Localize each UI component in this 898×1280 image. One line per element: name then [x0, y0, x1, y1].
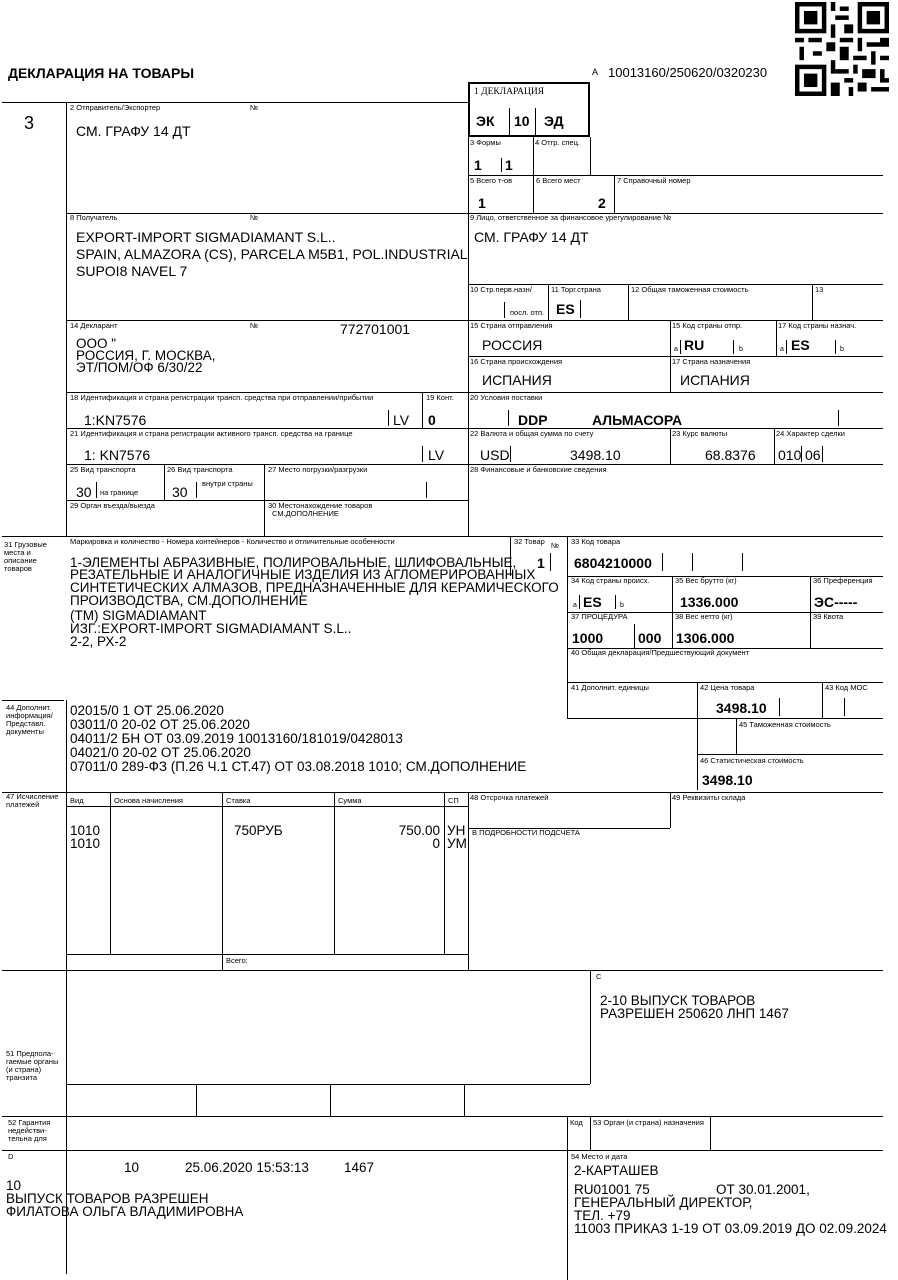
goods-description-line: 2-2, РХ-2	[70, 634, 127, 649]
box26-label: 26 Вид транспорта	[167, 465, 233, 474]
rule	[697, 754, 883, 755]
box52-label-3: тельна для	[8, 1134, 47, 1143]
goods-description-line: ПРОИЗВОДСТВА, СМ.ДОПОЛНЕНИЕ	[70, 593, 308, 608]
rule	[444, 792, 445, 954]
box13-label: 13	[815, 285, 824, 294]
box23-label: 23 Курс валюты	[672, 429, 728, 438]
rule	[66, 102, 67, 536]
box3-label: 3 Формы	[470, 138, 501, 147]
rule	[733, 340, 734, 354]
release-date: 25.06.2020 15:53:13	[185, 1160, 309, 1175]
box32-no: №	[551, 541, 560, 550]
dispatch-country-code: RU	[684, 337, 705, 353]
col-sum: Сумма	[338, 796, 362, 805]
box5-label: 5 Всего т-ов	[470, 176, 513, 185]
declaration-type-2: 10	[514, 113, 530, 129]
declaration-type-3: ЭД	[544, 113, 564, 129]
payment-sp: УН	[447, 823, 466, 838]
signatory-line-3: ГЕНЕРАЛЬНЫЙ ДИРЕКТОР,	[574, 1195, 753, 1210]
rule	[164, 464, 165, 500]
rule	[710, 1116, 711, 1150]
box47-label-1: 47 Исчисление	[6, 792, 59, 801]
origin-country: ИСПАНИЯ	[482, 372, 552, 388]
goods-location: СМ.ДОПОЛНЕНИЕ	[272, 509, 339, 518]
box15a-label: 15 Код страны отпр.	[672, 321, 743, 330]
box28-label: 28 Финансовые и банковские сведения	[470, 465, 607, 474]
rule	[736, 718, 737, 754]
box40-label: 40 Общая декларация/Предшествующий документ	[571, 648, 750, 657]
box8-label: 8 Получатель	[70, 213, 118, 222]
border-transport-country: LV	[428, 447, 445, 463]
box43-label: 43 Код МОС	[825, 683, 868, 692]
rule	[567, 718, 883, 719]
transport-id: 1:KN7576	[84, 412, 147, 428]
rule	[222, 792, 223, 970]
origin-country-code: ES	[583, 594, 602, 610]
inland-transport-mode: 30	[172, 484, 188, 500]
box51-label-4: транзита	[6, 1073, 38, 1082]
rule	[504, 302, 505, 318]
box10-sub: посл. отп.	[510, 308, 545, 317]
rule	[692, 553, 693, 571]
box34-label: 34 Код страны происх.	[571, 576, 650, 585]
payment-sum: 0	[432, 836, 440, 851]
box51-label-2: гаемые органы	[6, 1057, 59, 1066]
document-line: 04011/2 БН ОТ 03.09.2019 10013160/181019/0428013	[70, 731, 403, 746]
delivery-place: АЛЬМАСОРА	[592, 412, 683, 428]
declarant-line1: ООО "	[76, 336, 117, 351]
document-line: 07011/0 289-ФЗ (П.26 Ч.1 СТ.47) ОТ 03.08.2018 1010; СМ.ДОПОЛНЕНИЕ	[70, 759, 527, 774]
signatory-line-2: RU01001 75	[574, 1182, 650, 1197]
rule	[508, 410, 509, 426]
box44-label-2: информация/	[6, 711, 53, 720]
financial-person: СМ. ГРАФУ 14 ДТ	[474, 229, 589, 245]
rule	[388, 410, 389, 426]
border-transport-mode: 30	[76, 484, 92, 500]
rule	[670, 428, 671, 464]
rule	[196, 482, 197, 498]
rule	[590, 137, 591, 175]
declarant-inn: 772701001	[340, 321, 411, 337]
box52-label-1: 52 Гарантия	[8, 1118, 51, 1127]
signatory-line-5: 11003 ПРИКАЗ 1-19 ОТ 03.09.2019 ДО 02.09.2024	[574, 1221, 887, 1236]
rule	[334, 792, 335, 954]
rule	[786, 340, 787, 354]
rule	[464, 1084, 465, 1116]
rule	[835, 340, 836, 354]
sub-a: a	[780, 346, 784, 353]
box53-label: 53 Орган (и страна) назначения	[593, 1118, 704, 1127]
rule	[426, 482, 427, 498]
box11-label: 11 Торг.страна	[551, 285, 601, 294]
declarant-line2: РОССИЯ, Г. МОСКВА,	[76, 348, 216, 363]
payment-type: 1010	[70, 836, 101, 851]
rule	[2, 792, 883, 793]
rule	[510, 446, 511, 462]
box7-label: 7 Справочный номер	[617, 176, 691, 185]
sub-a: a	[573, 602, 577, 609]
deal-nature-2: 06	[805, 447, 821, 463]
document-line: 03011/0 20-02 ОТ 25.06.2020	[70, 717, 250, 732]
boxc-label: C	[596, 972, 602, 981]
box10-label: 10 Стр.перв.назн/	[470, 285, 532, 294]
box18-label: 18 Идентификация и страна регистрации трансп. средства при отправлении/прибытии	[70, 393, 374, 402]
box31-label-1: 31 Грузовые	[4, 540, 47, 549]
col-type: Вид	[70, 796, 84, 805]
item-number: 1	[537, 555, 545, 571]
consignee-line1: EXPORT-IMPORT SIGMADIAMANT S.L..	[76, 229, 336, 245]
rule	[580, 300, 581, 318]
rule	[550, 553, 551, 571]
box26-sub: внутри страны	[202, 479, 253, 488]
box53-kod: Код	[570, 1118, 583, 1127]
rule	[567, 536, 568, 718]
goods-description-line: СИНТЕТИЧЕСКИХ АЛМАЗОВ, ПРЕДНАЗНАЧЕННЫЕ ДЛЯ КЕРАМИЧЕСКОГО	[70, 580, 559, 595]
box14-label: 14 Декларант	[70, 321, 118, 330]
rule	[579, 595, 580, 609]
total-packages: 2	[598, 195, 606, 211]
box38-label: 38 Вес нетто (кг)	[675, 612, 733, 621]
payments-total-label: Всего:	[226, 956, 248, 965]
invoice-currency: USD	[480, 447, 510, 463]
payment-sum: 750.00	[398, 823, 440, 838]
copy-number: 3	[24, 113, 35, 133]
rule	[66, 1084, 590, 1085]
control-number: 10	[124, 1160, 140, 1175]
rule	[468, 792, 469, 970]
declarant-line3: ЭТ/ПОМ/ОФ 6/30/22	[76, 360, 203, 375]
rule	[822, 682, 823, 718]
rule	[628, 284, 629, 320]
box47-label-2: платежей	[6, 800, 40, 809]
boxd-label: D	[8, 1152, 14, 1161]
rule	[634, 624, 635, 648]
rule	[66, 700, 67, 1274]
box30-label: 30 Местонахождение товаров	[268, 501, 373, 510]
commodity-code: 6804210000	[574, 555, 652, 571]
rule	[66, 954, 468, 955]
box42-label: 42 Цена товара	[700, 683, 755, 692]
transport-country: LV	[393, 412, 410, 428]
box44-label-3: Представл.	[6, 719, 46, 728]
box15-label: 15 Страна отправления	[470, 321, 553, 330]
box51-label-3: (и страна)	[6, 1065, 42, 1074]
sub-b: b	[840, 346, 844, 353]
rule	[110, 792, 111, 954]
box27-label: 27 Место погрузки/разгрузки	[268, 465, 368, 474]
rule	[822, 446, 823, 462]
rule	[535, 108, 536, 136]
rule	[742, 553, 743, 571]
box16-label: 16 Страна происхождения	[470, 357, 563, 366]
rule	[774, 428, 775, 464]
box4-label: 4 Отгр. спец.	[535, 138, 580, 147]
box51-label-1: 51 Предпола-	[6, 1049, 54, 1058]
rule	[2, 1116, 883, 1117]
col-base: Основа начисления	[114, 796, 183, 805]
delivery-term: DDP	[518, 412, 548, 428]
rule	[590, 970, 591, 1084]
forms-value-2: 1	[505, 157, 513, 173]
net-weight: 1306.000	[676, 630, 735, 646]
box32-label: 32 Товар	[514, 537, 545, 546]
document-line: 02015/0 1 ОТ 25.06.2020	[70, 703, 224, 718]
rule	[196, 1084, 197, 1116]
rule	[697, 718, 698, 790]
reg-letter: A	[592, 67, 599, 77]
rule	[844, 698, 845, 716]
box12-label: 12 Общая таможенная стоимость	[631, 285, 749, 294]
payment-type: 1010	[70, 823, 101, 838]
procedure-code-2: 000	[638, 630, 662, 646]
box44-label-1: 44 Дополнит.	[6, 703, 52, 712]
box46-label: 46 Статистическая стоимость	[700, 756, 804, 765]
goods-description-line: РЕЗАТЕЛЬНЫЕ И АНАЛОГИЧНЫЕ ИЗДЕЛИЯ ИЗ АГЛОМЕРИРОВАННЫХ	[70, 567, 536, 582]
destination-country-code: ES	[791, 337, 810, 353]
declaration-type-1: ЭК	[476, 113, 495, 129]
payment-details-note: В ПОДРОБНОСТИ ПОДСЧЕТА	[472, 828, 580, 837]
dispatch-country: РОССИЯ	[482, 337, 543, 353]
rule	[801, 446, 802, 462]
box37-label: 37 ПРОЦЕДУРА	[571, 612, 628, 621]
box49-label: 49 Реквизиты склада	[672, 793, 746, 802]
statistical-value: 3498.10	[702, 772, 753, 788]
sub-b: b	[620, 602, 624, 609]
rule	[567, 1116, 568, 1280]
rule	[548, 284, 549, 320]
rule	[670, 792, 671, 828]
rule	[697, 682, 698, 718]
col-rate: Ставка	[226, 796, 251, 805]
box25-label: 25 Вид транспорта	[70, 465, 136, 474]
box31-label-4: товаров	[4, 564, 32, 573]
box52-label-2: недействи-	[8, 1126, 47, 1135]
box2-label: 2 Отправитель/Экспортер	[70, 103, 161, 112]
box41-label: 41 Дополнит. единицы	[571, 683, 649, 692]
col-sp: СП	[448, 796, 459, 805]
release-line-2: РАЗРЕШЕН 250620 ЛНП 1467	[600, 1006, 789, 1021]
box2-no: №	[250, 103, 259, 112]
rule	[2, 970, 883, 971]
procedure-code: 1000	[572, 630, 604, 646]
sub-b: b	[739, 346, 743, 353]
item-price: 3498.10	[716, 700, 767, 716]
rule	[812, 284, 813, 320]
box39-label: 39 Квота	[813, 612, 844, 621]
payment-rate: 750РУБ	[234, 823, 283, 838]
box17-label: 17 Страна назначения	[672, 357, 751, 366]
box25-sub: на границе	[100, 488, 139, 497]
preference: ЭС-----	[814, 594, 858, 610]
rule	[66, 806, 468, 807]
invoice-amount: 3498.10	[570, 447, 621, 463]
rule	[590, 1116, 591, 1150]
goods-description-line: (ТМ) SIGMADIAMANT	[70, 608, 207, 623]
control-line-2: ВЫПУСК ТОВАРОВ РАЗРЕШЕН	[6, 1191, 209, 1206]
deal-nature-1: 010	[778, 447, 802, 463]
box8-no: №	[250, 213, 259, 222]
box20-label: 20 Условия поставки	[470, 393, 543, 402]
destination-country: ИСПАНИЯ	[680, 372, 750, 388]
signatory-line-1: 2-КАРТАШЕВ	[574, 1163, 659, 1178]
total-items: 1	[478, 195, 486, 211]
box19-label: 19 Конт.	[426, 393, 454, 402]
control-line-1: 10	[6, 1178, 22, 1193]
box14-no: №	[250, 321, 259, 330]
box35-label: 35 Вес брутто (кг)	[675, 576, 737, 585]
trading-country: ES	[556, 301, 575, 317]
rule	[422, 446, 423, 462]
box48-label: 48 Отсрочка платежей	[470, 793, 549, 802]
signatory-line-4: ТЕЛ. +79	[574, 1208, 631, 1223]
box33-label: 33 Код товара	[571, 537, 621, 546]
box24-label: 24 Характер сделки	[776, 429, 845, 438]
rule	[2, 700, 64, 701]
box9-label: 9 Лицо, ответственное за финансовое урегулирование №	[470, 213, 672, 222]
page-title: ДЕКЛАРАЦИЯ НА ТОВАРЫ	[8, 65, 195, 81]
sub-a: a	[674, 346, 678, 353]
rule	[838, 410, 839, 426]
signatory-line-2b: ОТ 30.01.2001,	[716, 1182, 810, 1197]
rule	[662, 553, 663, 571]
exporter: СМ. ГРАФУ 14 ДТ	[76, 123, 191, 139]
rule	[96, 482, 97, 498]
box6-label: 6 Всего мест	[536, 176, 581, 185]
consignee-line3: SUPOI8 NAVEL 7	[76, 263, 188, 279]
rule	[509, 108, 510, 136]
document-line: 04021/0 20-02 ОТ 25.06.2020	[70, 745, 251, 760]
box17a-label: 17 Код страны назнач.	[778, 321, 857, 330]
rule	[614, 175, 615, 213]
rule	[422, 392, 423, 428]
rule	[776, 320, 777, 356]
exchange-rate: 68.8376	[705, 447, 756, 463]
rule	[468, 82, 469, 536]
forms-value-1: 1	[474, 157, 482, 173]
officer-code: 1467	[344, 1160, 375, 1175]
border-transport-id: 1: KN7576	[84, 447, 151, 463]
qr-code	[795, 2, 889, 96]
rule	[2, 1150, 883, 1151]
box44-label-4: документы	[6, 727, 44, 736]
box54-label: 54 Место и дата	[571, 1152, 628, 1161]
rule	[680, 340, 681, 354]
release-line-1: 2-10 ВЫПУСК ТОВАРОВ	[600, 993, 756, 1008]
consignee-line2: SPAIN, ALMAZORA (CS), PARCELA M5B1, POL.INDUSTRIAL	[76, 246, 468, 262]
container-flag: 0	[428, 412, 436, 428]
rule	[330, 1084, 331, 1116]
rule	[615, 595, 616, 609]
box21-label: 21 Идентификация и страна регистрации активного трансп. средства на границе	[70, 429, 353, 438]
rule	[501, 158, 502, 172]
control-line-3: ФИЛАТОВА ОЛЬГА ВЛАДИМИРОВНА	[6, 1204, 244, 1219]
goods-description-line: ИЗГ.:EXPORT-IMPORT SIGMADIAMANT S.L..	[70, 621, 352, 636]
box31-label-2: места и	[4, 548, 31, 557]
box29-label: 29 Орган въезда/выезда	[70, 501, 155, 510]
box36-label: 36 Преференция	[813, 576, 873, 585]
gross-weight: 1336.000	[680, 594, 739, 610]
box45-label: 45 Таможенная стоимость	[739, 720, 831, 729]
box31-header: Маркировка и количество - Номера контейнеров - Количество и отличительные особенности	[70, 537, 395, 546]
rule	[779, 698, 780, 716]
box31-label-3: описание	[4, 556, 37, 565]
payment-sp: УМ	[447, 836, 467, 851]
registration-number: 10013160/250620/0320230	[608, 65, 768, 80]
box22-label: 22 Валюта и общая сумма по счету	[470, 429, 594, 438]
goods-description-line: 1-ЭЛЕМЕНТЫ АБРАЗИВНЫЕ, ПОЛИРОВАЛЬНЫЕ, ШЛИФОВАЛЬНЫЕ,	[70, 555, 517, 570]
box1-label: 1 ДЕКЛАРАЦИЯ	[474, 87, 545, 97]
